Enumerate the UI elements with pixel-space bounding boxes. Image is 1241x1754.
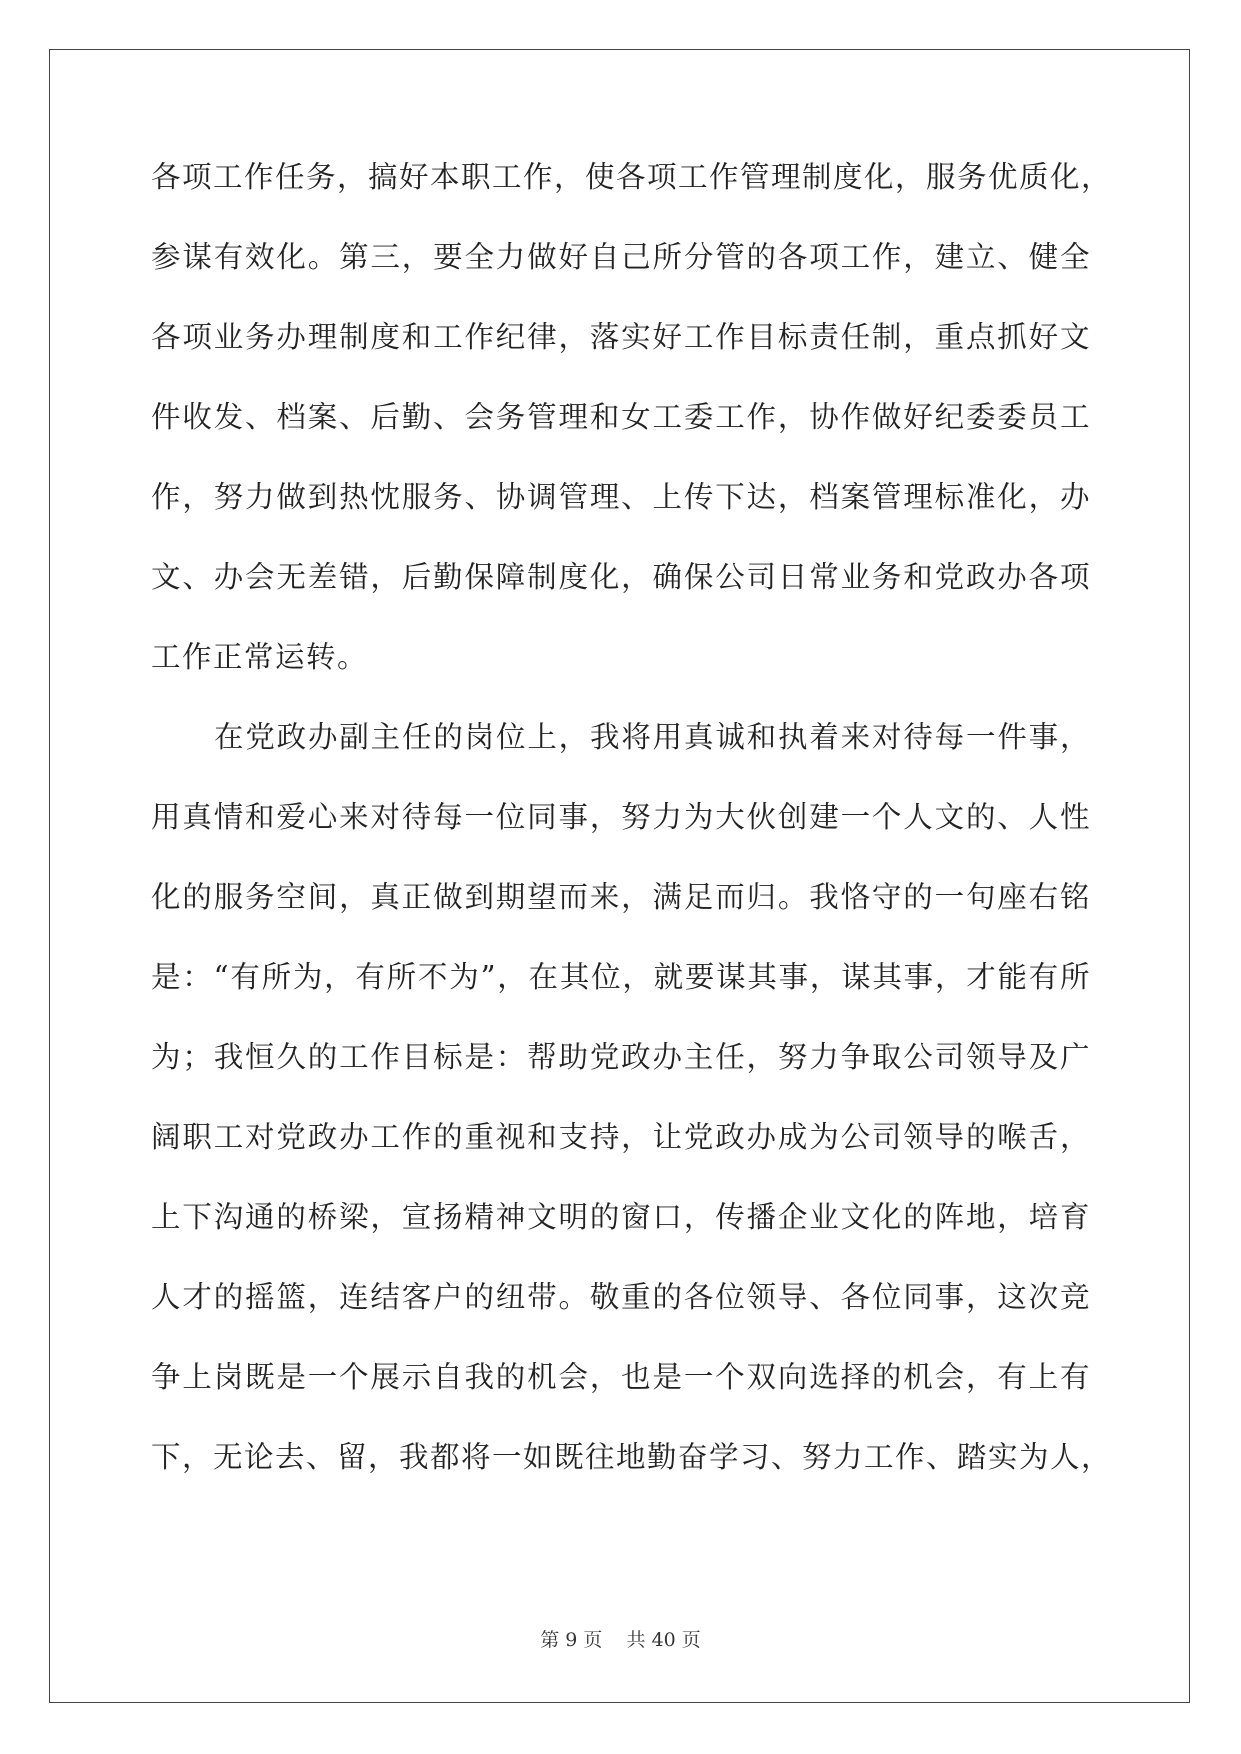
paragraph-line: 文、办会无差错，后勤保障制度化，确保公司日常业务和党政办各项 [151,560,1091,594]
paragraph-line: 各项工作任务，搞好本职工作，使各项工作管理制度化，服务优质化， [151,160,1113,194]
paragraph-line: 各项业务办理制度和工作纪律，落实好工作目标责任制，重点抓好文 [151,320,1091,354]
paragraph-line: 作，努力做到热忱服务、协调管理、上传下达，档案管理标准化，办 [151,480,1091,514]
paragraph-line: 下，无论去、留，我都将一如既往地勤奋学习、努力工作、踏实为人， [151,1440,1113,1474]
page-number-footer: 第 9 页 共 40 页 [540,1629,701,1651]
paragraph-line: 争上岗既是一个展示自我的机会，也是一个双向选择的机会，有上有 [151,1360,1091,1394]
paragraph-line: 参谋有效化。第三，要全力做好自己所分管的各项工作，建立、健全 [151,240,1091,274]
paragraph-line: 化的服务空间，真正做到期望而来，满足而归。我恪守的一句座右铭 [151,880,1091,914]
paragraph-line: 工作正常运转。 [151,640,369,674]
paragraph-line: 用真情和爱心来对待每一位同事，努力为大伙创建一个人文的、人性 [151,800,1091,834]
paragraph-line: 是：“有所为，有所不为”，在其位，就要谋其事，谋其事，才能有所 [151,960,1091,994]
paragraph-line: 人才的摇篮，连结客户的纽带。敬重的各位领导、各位同事，这次竞 [151,1280,1091,1314]
body-text [151,160,1113,1522]
paragraph-line: 为；我恒久的工作目标是：帮助党政办主任，努力争取公司领导及广 [151,1040,1091,1074]
paragraph-first-line: 在党政办副主任的岗位上，我将用真诚和执着来对待每一件事， [214,720,1091,754]
paragraph-line: 阔职工对党政办工作的重视和支持，让党政办成为公司领导的喉舌， [151,1120,1091,1154]
paragraph-line: 件收发、档案、后勤、会务管理和女工委工作，协作做好纪委委员工 [151,400,1091,434]
paragraph-line: 上下沟通的桥梁，宣扬精神文明的窗口，传播企业文化的阵地，培育 [151,1200,1091,1234]
